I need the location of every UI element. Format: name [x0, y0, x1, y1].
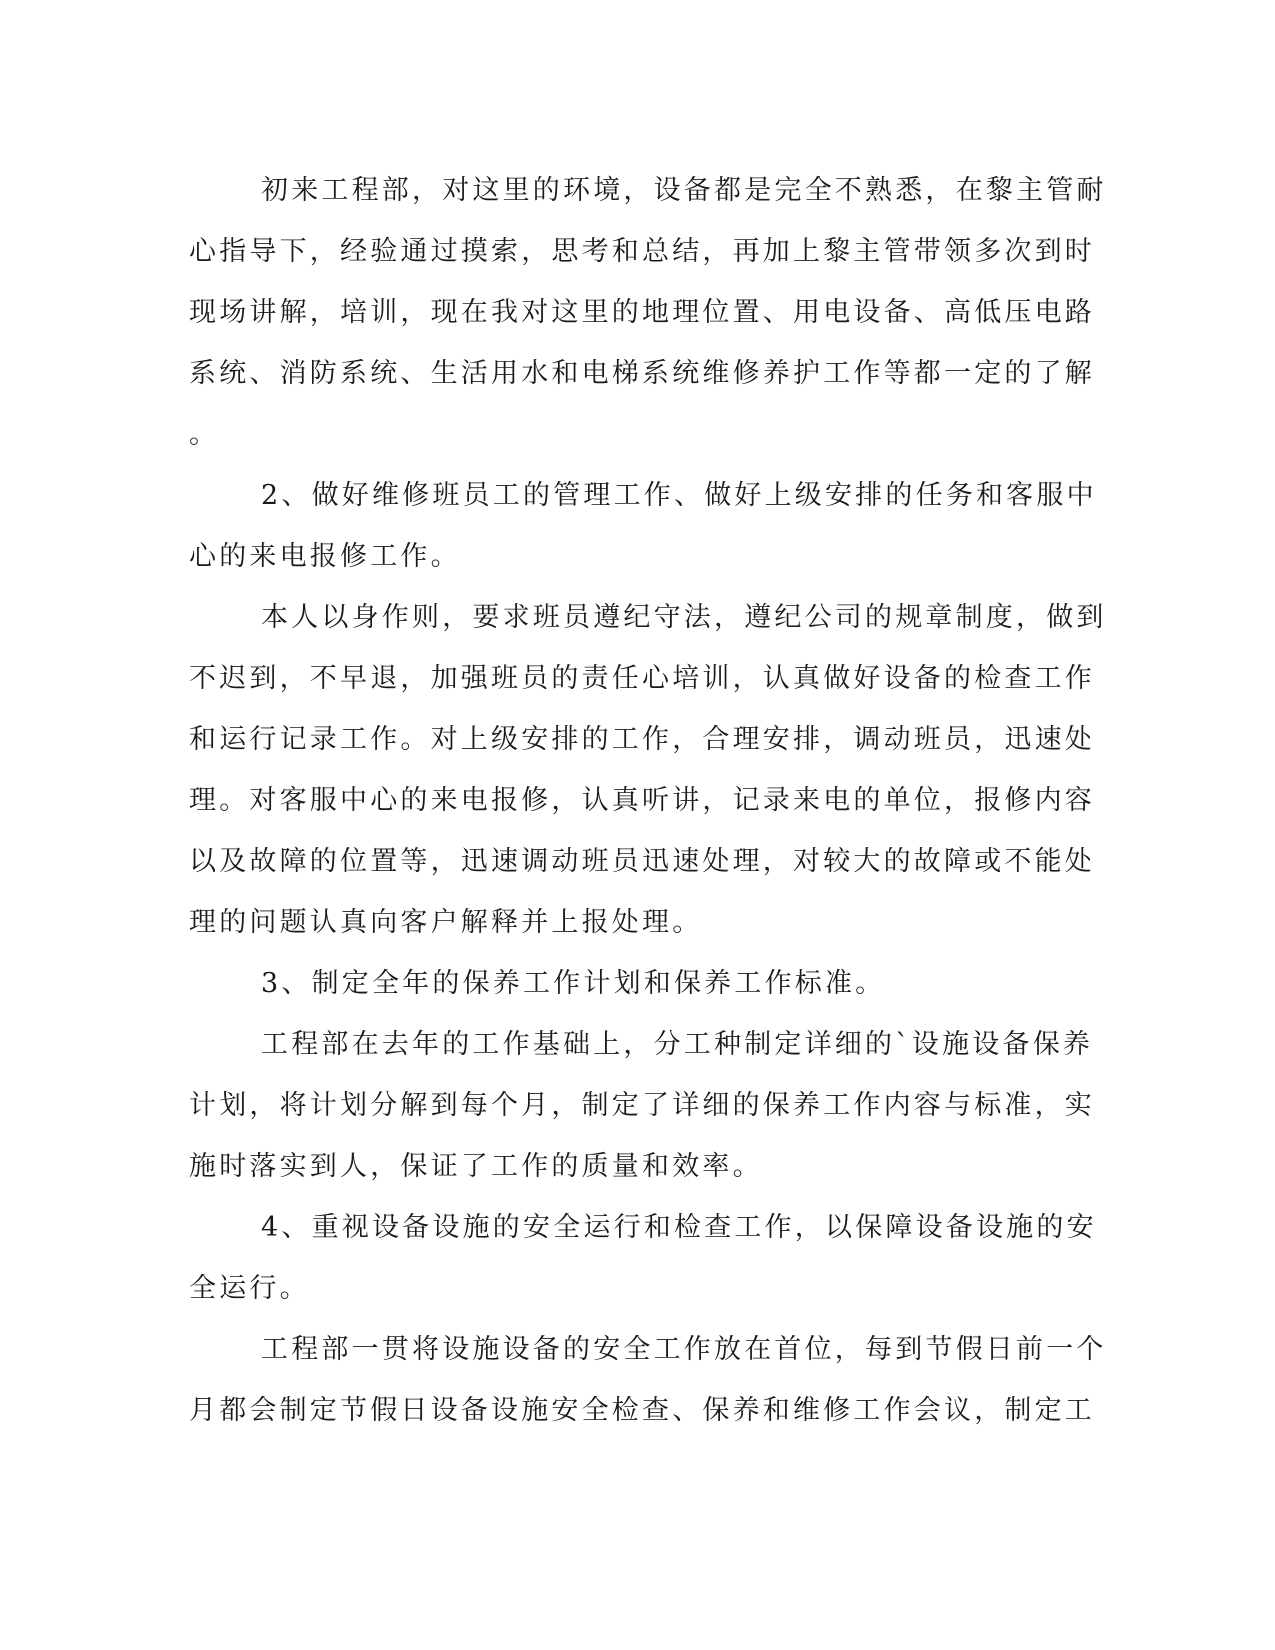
text-line: 工程部一贯将设施设备的安全工作放在首位，每到节假日前一个: [261, 1334, 1107, 1365]
text-line: 理的问题认真向客户解释并上报处理。: [189, 907, 703, 938]
text-line: 心指导下，经验通过摸索，思考和总结，再加上黎主管带领多次到时: [189, 236, 1095, 267]
text-line: 现场讲解，培训，现在我对这里的地理位置、用电设备、高低压电路: [189, 297, 1095, 328]
text-line: 以及故障的位置等，迅速调动班员迅速处理，对较大的故障或不能处: [189, 846, 1095, 877]
text-line: 理。对客服中心的来电报修，认真听讲，记录来电的单位，报修内容: [189, 785, 1095, 816]
text-line: 不迟到，不早退，加强班员的责任心培训，认真做好设备的检查工作: [189, 663, 1095, 694]
text-line: 施时落实到人，保证了工作的质量和效率。: [189, 1151, 763, 1182]
text-line: 初来工程部，对这里的环境，设备都是完全不熟悉，在黎主管耐: [261, 175, 1107, 206]
text-line: 计划，将计划分解到每个月，制定了详细的保养工作内容与标准，实: [189, 1090, 1095, 1121]
text-line: 心的来电报修工作。: [189, 541, 461, 572]
text-line: 本人以身作则，要求班员遵纪守法，遵纪公司的规章制度，做到: [261, 602, 1107, 633]
text-line: 系统、消防系统、生活用水和电梯系统维修养护工作等都一定的了解: [189, 358, 1095, 389]
text-line: 2、做好维修班员工的管理工作、做好上级安排的任务和客服中: [261, 480, 1097, 511]
document-body: [189, 160, 1107, 1441]
text-line: 工程部在去年的工作基础上，分工种制定详细的`设施设备保养: [261, 1029, 1094, 1060]
text-line: 。: [189, 419, 220, 450]
text-line: 全运行。: [189, 1273, 310, 1304]
text-line: 月都会制定节假日设备设施安全检查、保养和维修工作会议，制定工: [189, 1395, 1095, 1426]
text-line: 3、制定全年的保养工作计划和保养工作标准。: [261, 968, 886, 999]
text-line: 和运行记录工作。对上级安排的工作，合理安排，调动班员，迅速处: [189, 724, 1095, 755]
text-line: 4、重视设备设施的安全运行和检查工作，以保障设备设施的安: [261, 1212, 1097, 1243]
